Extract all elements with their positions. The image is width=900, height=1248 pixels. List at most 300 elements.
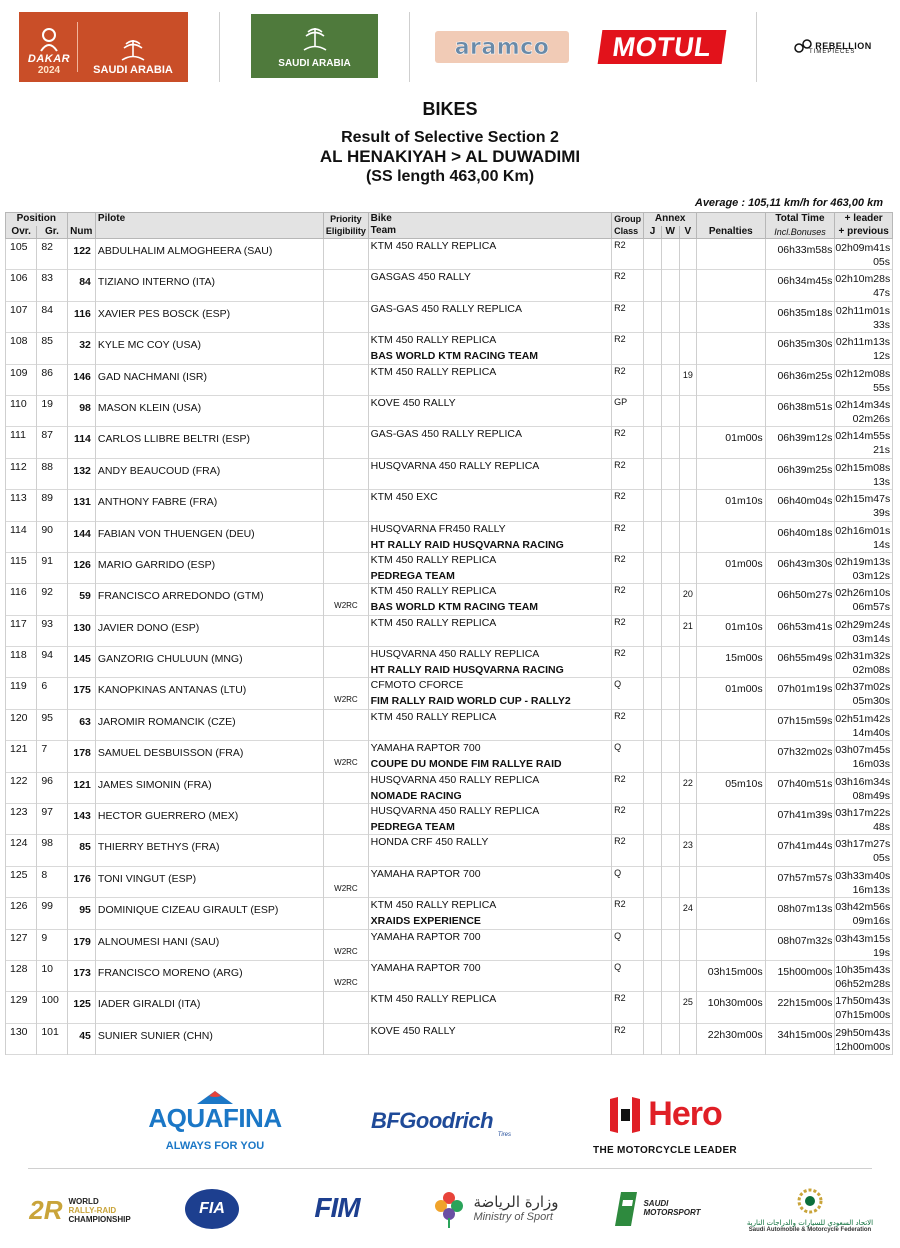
sponsor-header (0, 0, 900, 92)
table-row (6, 615, 893, 646)
total-time-cell: 06h39m25s (765, 458, 835, 489)
priority-cell (324, 270, 368, 301)
palm-swords-icon (118, 36, 148, 64)
plus-previous: 21s (873, 444, 890, 457)
bike-name: HUSQVARNA 450 RALLY REPLICA (370, 773, 540, 786)
penalties-cell (696, 521, 765, 552)
annex-j-cell (644, 615, 661, 646)
gap-cell (835, 364, 893, 395)
gr-cell: 85 (37, 333, 67, 364)
gr-cell: 97 (37, 804, 67, 835)
total-time-cell: 06h53m41s (765, 615, 835, 646)
group-cell: R2 (612, 992, 644, 1023)
priority-cell (324, 741, 368, 772)
gap-cell (835, 239, 893, 270)
annex-w-cell (661, 678, 679, 709)
annex-v-cell (679, 929, 696, 960)
gap-cell (835, 427, 893, 458)
document-titles (0, 96, 900, 187)
annex-j-cell (644, 584, 661, 615)
pilote-cell: KYLE MC COY (USA) (95, 333, 323, 364)
priority-label: W2RC (334, 946, 358, 956)
ministry-flower-icon (431, 1188, 467, 1228)
penalties-cell (696, 364, 765, 395)
group-cell: R2 (612, 804, 644, 835)
bike-cell (368, 678, 611, 709)
saudi-arabia-logo (251, 14, 378, 78)
annex-v-cell: 23 (679, 835, 696, 866)
penalties-cell: 01m00s (696, 678, 765, 709)
pilote-cell: DOMINIQUE CIZEAU GIRAULT (ESP) (95, 898, 323, 929)
gap-cell (835, 960, 893, 991)
dakar-country: SAUDI ARABIA (93, 64, 173, 76)
group-cell: Q (612, 741, 644, 772)
plus-previous: 48s (873, 821, 890, 834)
penalties-cell (696, 333, 765, 364)
team-name: BAS WORLD KTM RACING TEAM (370, 350, 539, 363)
annex-w-cell (661, 741, 679, 772)
bike-name: GAS-GAS 450 RALLY REPLICA (370, 428, 522, 441)
annex-w-cell (661, 584, 679, 615)
group-cell: R2 (612, 364, 644, 395)
annex-j-cell (644, 333, 661, 364)
gr-cell: 10 (37, 960, 67, 991)
gap-cell (835, 333, 893, 364)
priority-cell (324, 929, 368, 960)
aramco-word: aramco (454, 34, 550, 60)
samf-english: Saudi Automobile & Motorcycle Federation (748, 1227, 872, 1233)
plus-previous: 02m08s (852, 664, 890, 677)
num-cell: 32 (67, 333, 95, 364)
gr-cell: 84 (37, 301, 67, 332)
col-group-class: Group Class (612, 213, 644, 239)
bike-name: CFMOTO CFORCE (370, 679, 464, 692)
plus-previous: 05m30s (852, 695, 890, 708)
w2rc-mark: 2R (29, 1194, 63, 1225)
gap-cell (835, 835, 893, 866)
pilote-cell: FRANCISCO MORENO (ARG) (95, 960, 323, 991)
group-cell: R2 (612, 835, 644, 866)
annex-j-cell (644, 741, 661, 772)
annex-w-cell (661, 709, 679, 740)
stage-title: AL HENAKIYAH > AL DUWADIMI (319, 147, 581, 166)
ssm-line2: MOTORSPORT (643, 1208, 701, 1217)
annex-v-cell (679, 709, 696, 740)
rebellion-sub: TIMEPIECES (809, 49, 856, 55)
bike-cell (368, 395, 611, 426)
group-cell: R2 (612, 772, 644, 803)
plus-previous: 39s (873, 507, 890, 520)
gap-cell (835, 804, 893, 835)
bike-cell (368, 804, 611, 835)
total-time-cell: 07h41m44s (765, 835, 835, 866)
annex-j-cell (644, 552, 661, 583)
group-cell: R2 (612, 333, 644, 364)
priority-cell (324, 427, 368, 458)
annex-v-cell: 21 (679, 615, 696, 646)
total-time-cell: 15h00m00s (765, 960, 835, 991)
priority-cell (324, 395, 368, 426)
num-cell: 98 (67, 395, 95, 426)
team-name: HT RALLY RAID HUSQVARNA RACING (370, 664, 564, 677)
gap-cell (835, 929, 893, 960)
fim-word: FIM (314, 1192, 360, 1223)
annex-j-cell (644, 364, 661, 395)
total-time-cell: 06h33m58s (765, 239, 835, 270)
table-row (6, 772, 893, 803)
priority-cell (324, 709, 368, 740)
pilote-cell: CARLOS LLIBRE BELTRI (ESP) (95, 427, 323, 458)
plus-leader: 02h11m01s (835, 304, 890, 317)
category-title: BIKES (422, 99, 478, 119)
plus-previous: 08m49s (852, 789, 890, 802)
priority-cell (324, 804, 368, 835)
penalties-cell: 22h30m00s (696, 1023, 765, 1054)
table-row (6, 678, 893, 709)
total-time-cell: 07h15m59s (765, 709, 835, 740)
bike-cell (368, 427, 611, 458)
annex-w-cell (661, 239, 679, 270)
bfgoodrich-word: BFGoodrich (370, 1108, 494, 1133)
ovr-cell: 115 (6, 552, 37, 583)
priority-cell (324, 458, 368, 489)
ssm-line1: SAUDI (643, 1199, 669, 1208)
pilote-cell: FABIAN VON THUENGEN (DEU) (95, 521, 323, 552)
plus-previous: 09m16s (852, 915, 890, 928)
gr-cell: 6 (37, 678, 67, 709)
ovr-cell: 127 (6, 929, 37, 960)
pilote-cell: FRANCISCO ARREDONDO (GTM) (95, 584, 323, 615)
table-row (6, 584, 893, 615)
group-cell: R2 (612, 427, 644, 458)
priority-cell (324, 835, 368, 866)
total-time-cell: 08h07m13s (765, 898, 835, 929)
plus-leader: 17h50m43s (835, 995, 891, 1008)
priority-cell (324, 521, 368, 552)
aquafina-logo (150, 1082, 280, 1160)
plus-previous: 12s (873, 350, 890, 363)
annex-v-cell (679, 678, 696, 709)
num-cell: 143 (67, 804, 95, 835)
annex-w-cell (661, 490, 679, 521)
group-cell: R2 (612, 301, 644, 332)
table-row (6, 992, 893, 1023)
col-penalties: Penalties (696, 213, 765, 239)
samf-mark-icon (793, 1187, 827, 1217)
plus-leader: 02h37m02s (835, 681, 891, 694)
num-cell: 59 (67, 584, 95, 615)
gr-cell: 83 (37, 270, 67, 301)
num-cell: 175 (67, 678, 95, 709)
total-time-cell: 06h34m45s (765, 270, 835, 301)
motul-logo (598, 30, 727, 64)
annex-w-cell (661, 615, 679, 646)
group-cell: R2 (612, 270, 644, 301)
gap-cell (835, 1023, 893, 1054)
hero-mark-icon (608, 1095, 642, 1135)
penalties-cell (696, 866, 765, 897)
plus-previous: 19s (873, 946, 890, 959)
aramco-logo (435, 31, 569, 63)
annex-w-cell (661, 1023, 679, 1054)
plus-leader: 02h14m55s (835, 430, 891, 443)
annex-w-cell (661, 835, 679, 866)
num-cell: 130 (67, 615, 95, 646)
ovr-cell: 118 (6, 647, 37, 678)
table-row (6, 898, 893, 929)
penalties-cell (696, 898, 765, 929)
result-title: Result of Selective Section 2 (341, 129, 559, 146)
table-row (6, 333, 893, 364)
pilote-cell: ANTHONY FABRE (FRA) (95, 490, 323, 521)
pilote-cell: THIERRY BETHYS (FRA) (95, 835, 323, 866)
ovr-cell: 106 (6, 270, 37, 301)
plus-previous: 13s (873, 475, 890, 488)
plus-previous: 03m14s (852, 632, 890, 645)
gap-cell (835, 458, 893, 489)
plus-leader: 02h26m10s (835, 587, 891, 600)
num-cell: 63 (67, 709, 95, 740)
bfgoodrich-logo (347, 1106, 517, 1136)
table-row (6, 395, 893, 426)
annex-w-cell (661, 960, 679, 991)
plus-leader: 03h43m15s (835, 932, 891, 945)
gr-cell: 92 (37, 584, 67, 615)
gap-cell (835, 584, 893, 615)
bike-cell (368, 709, 611, 740)
gap-cell (835, 490, 893, 521)
group-cell: R2 (612, 709, 644, 740)
ovr-cell: 124 (6, 835, 37, 866)
total-time-cell: 06h35m18s (765, 301, 835, 332)
mountain-icon (195, 1090, 235, 1104)
sponsor-footer (0, 1076, 900, 1248)
ovr-cell: 112 (6, 458, 37, 489)
annex-v-cell: 19 (679, 364, 696, 395)
table-row (6, 458, 893, 489)
fia-word: FIA (199, 1200, 225, 1217)
team-name: BAS WORLD KTM RACING TEAM (370, 601, 539, 614)
ovr-cell: 129 (6, 992, 37, 1023)
table-row (6, 835, 893, 866)
w2rc-line3: CHAMPIONSHIP (68, 1214, 131, 1224)
motul-word: MOTUL (610, 31, 714, 62)
bike-name: KTM 450 RALLY REPLICA (370, 334, 497, 347)
pilote-cell: ANDY BEAUCOUD (FRA) (95, 458, 323, 489)
team-name: NOMADE RACING (370, 789, 462, 802)
ovr-cell: 130 (6, 1023, 37, 1054)
pilote-cell: ALNOUMESI HANI (SAU) (95, 929, 323, 960)
hero-tag: THE MOTORCYCLE LEADER (593, 1144, 737, 1156)
annex-j-cell (644, 960, 661, 991)
priority-label: W2RC (334, 758, 358, 768)
plus-previous: 06h52m28s (835, 977, 891, 990)
bike-name: KOVE 450 RALLY (370, 1024, 456, 1037)
plus-leader: 03h42m56s (835, 901, 891, 914)
ovr-cell: 116 (6, 584, 37, 615)
plus-leader: 02h10m28s (835, 273, 891, 286)
group-cell: Q (612, 866, 644, 897)
table-row (6, 239, 893, 270)
annex-j-cell (644, 301, 661, 332)
bike-cell (368, 866, 611, 897)
dakar-word: DAKAR (27, 53, 71, 65)
priority-cell (324, 866, 368, 897)
priority-cell (324, 960, 368, 991)
penalties-cell (696, 835, 765, 866)
annex-w-cell (661, 270, 679, 301)
annex-j-cell (644, 678, 661, 709)
priority-cell (324, 490, 368, 521)
penalties-cell: 01m00s (696, 552, 765, 583)
gr-cell: 94 (37, 647, 67, 678)
gr-cell: 95 (37, 709, 67, 740)
num-cell: 122 (67, 239, 95, 270)
annex-j-cell (644, 804, 661, 835)
dakar-tuareg-icon (36, 27, 62, 53)
gap-cell (835, 647, 893, 678)
bike-name: YAMAHA RAPTOR 700 (370, 742, 481, 755)
num-cell: 125 (67, 992, 95, 1023)
ovr-cell: 110 (6, 395, 37, 426)
num-cell: 179 (67, 929, 95, 960)
table-row (6, 929, 893, 960)
ovr-cell: 119 (6, 678, 37, 709)
group-cell: R2 (612, 239, 644, 270)
ovr-cell: 111 (6, 427, 37, 458)
ovr-cell: 120 (6, 709, 37, 740)
penalties-cell: 01m10s (696, 615, 765, 646)
num-cell: 84 (67, 270, 95, 301)
penalties-cell (696, 709, 765, 740)
annex-w-cell (661, 364, 679, 395)
ministry-arabic: وزارة الرياضة (473, 1193, 559, 1211)
penalties-cell: 01m10s (696, 490, 765, 521)
gr-cell: 100 (37, 992, 67, 1023)
plus-leader: 02h11m13s (835, 336, 890, 349)
col-bike-team: Bike Team (368, 213, 611, 239)
plus-leader: 02h51m42s (835, 712, 891, 725)
annex-w-cell (661, 866, 679, 897)
plus-previous: 02m26s (852, 412, 890, 425)
priority-cell (324, 678, 368, 709)
gr-cell: 89 (37, 490, 67, 521)
table-row (6, 521, 893, 552)
aquafina-tag: ALWAYS FOR YOU (165, 1140, 265, 1152)
gap-cell (835, 898, 893, 929)
bike-name: KTM 450 RALLY REPLICA (370, 585, 497, 598)
annex-j-cell (644, 521, 661, 552)
pilote-cell: GANZORIG CHULUUN (MNG) (95, 647, 323, 678)
bike-cell (368, 1023, 611, 1054)
gr-cell: 90 (37, 521, 67, 552)
plus-previous: 12h00m00s (835, 1040, 891, 1053)
num-cell: 132 (67, 458, 95, 489)
num-cell: 126 (67, 552, 95, 583)
bike-name: GASGAS 450 RALLY (370, 271, 471, 284)
plus-previous: 16m03s (852, 758, 890, 771)
annex-v-cell: 25 (679, 992, 696, 1023)
pilote-cell: IADER GIRALDI (ITA) (95, 992, 323, 1023)
gr-cell: 7 (37, 741, 67, 772)
table-row (6, 960, 893, 991)
gr-cell: 8 (37, 866, 67, 897)
annex-j-cell (644, 427, 661, 458)
bike-name: HUSQVARNA 450 RALLY REPLICA (370, 648, 540, 661)
annex-j-cell (644, 898, 661, 929)
priority-label: W2RC (334, 977, 358, 987)
bike-name: KTM 450 RALLY REPLICA (370, 240, 497, 252)
fia-logo (181, 1186, 243, 1232)
ovr-cell: 113 (6, 490, 37, 521)
bike-cell (368, 772, 611, 803)
plus-leader: 03h17m27s (835, 838, 891, 851)
bike-name: KTM 450 EXC (370, 491, 438, 504)
priority-label: W2RC (334, 883, 358, 893)
table-row (6, 427, 893, 458)
group-cell: R2 (612, 584, 644, 615)
bike-name: KTM 450 RALLY REPLICA (370, 993, 497, 1006)
col-total-time: Total Time (765, 213, 835, 226)
priority-cell (324, 552, 368, 583)
annex-j-cell (644, 866, 661, 897)
gap-cell (835, 772, 893, 803)
ovr-cell: 105 (6, 239, 37, 270)
col-plus-leader: + leader (835, 213, 893, 226)
group-cell: Q (612, 960, 644, 991)
bike-cell (368, 270, 611, 301)
group-cell: R2 (612, 552, 644, 583)
priority-label: W2RC (334, 601, 358, 611)
group-cell: Q (612, 678, 644, 709)
plus-leader: 29h50m43s (835, 1026, 891, 1039)
table-row (6, 647, 893, 678)
hero-logo (590, 1090, 740, 1160)
group-cell: R2 (612, 458, 644, 489)
gr-cell: 98 (37, 835, 67, 866)
bike-name: KOVE 450 RALLY (370, 396, 456, 409)
num-cell: 85 (67, 835, 95, 866)
w2rc-line1: WORLD (68, 1196, 99, 1206)
priority-cell (324, 301, 368, 332)
annex-j-cell (644, 835, 661, 866)
group-cell: R2 (612, 615, 644, 646)
gap-cell (835, 395, 893, 426)
plus-previous: 05s (873, 852, 890, 865)
gap-cell (835, 741, 893, 772)
annex-v-cell (679, 427, 696, 458)
annex-v-cell (679, 301, 696, 332)
priority-cell (324, 239, 368, 270)
plus-leader: 02h19m13s (835, 555, 891, 568)
bike-cell (368, 584, 611, 615)
annex-v-cell (679, 960, 696, 991)
annex-w-cell (661, 992, 679, 1023)
pilote-cell: JAVIER DONO (ESP) (95, 615, 323, 646)
priority-label: W2RC (334, 695, 358, 705)
dakar-logo (19, 12, 188, 82)
total-time-cell: 07h32m02s (765, 741, 835, 772)
annex-w-cell (661, 427, 679, 458)
plus-previous: 47s (873, 287, 890, 300)
total-time-cell: 06h50m27s (765, 584, 835, 615)
gap-cell (835, 709, 893, 740)
penalties-cell (696, 804, 765, 835)
annex-w-cell (661, 301, 679, 332)
annex-v-cell (679, 458, 696, 489)
pilote-cell: TONI VINGUT (ESP) (95, 866, 323, 897)
penalties-cell (696, 929, 765, 960)
